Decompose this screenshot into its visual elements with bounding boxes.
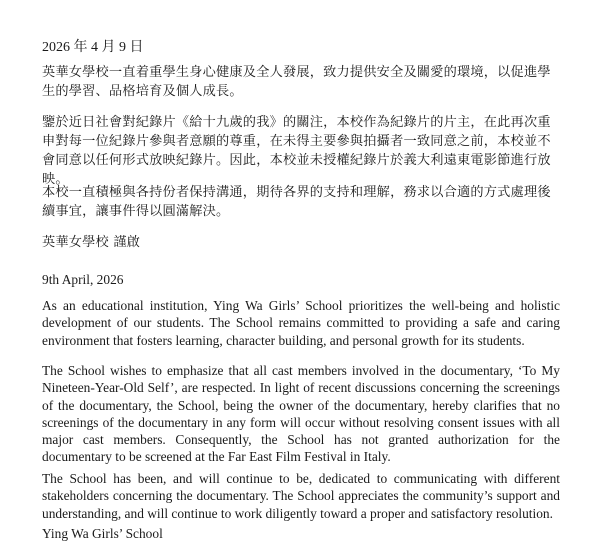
chinese-paragraph-1: 英華女學校一直着重學生身心健康及全人發展，致力提供安全及關愛的環境，以促進學生的學習、品格培育及個人成長。 [42, 65, 551, 99]
english-date: 9th April, 2026 [42, 272, 124, 287]
english-signature: Ying Wa Girls’ School [42, 526, 163, 541]
chinese-paragraph-2: 鑒於近日社會對紀錄片《給十九歲的我》的關注，本校作為紀錄片的片主，在此再次重申對每一位紀錄片參與者意願的尊重，在未得主要參與拍攝者一致同意之前，本校並不會同意以任何形式放映紀錄片。因此，本校並未授權紀錄片於義大利遠東電影節進行放映。 [42, 115, 551, 187]
chinese-date: 2026 年 4 月 9 日 [42, 40, 144, 55]
english-paragraph-3: The School has been, and will continue to be, dedicated to communicating with different stakeholders concerning the documentary. The School appreciates the community’s support and understanding, and will continue to work diligently toward a proper and satisfactory resolution. [42, 471, 560, 521]
english-paragraph-2: The School wishes to emphasize that all cast members involved in the documentary, ‘To My Nineteen-Year-Old Self’, are respected. In light of recent discussions concerning the screenings of the documentary, the School, being the owner of the documentary, hereby clarifies that no screenings of the documentary in any form will occur without resolving consent issues with all major cast members. Consequently, the School has not granted authorization for the documentary to be screened at the Far East Film Festival in Italy. [42, 363, 560, 465]
english-paragraph-1: As an educational institution, Ying Wa Girls’ School prioritizes the well-being and holistic development of our students. The School remains committed to providing a safe and caring environment that fosters learning, character building, and personal growth for its students. [42, 298, 560, 348]
chinese-paragraph-3: 本校一直積極與各持份者保持溝通，期待各界的支持和理解，務求以合適的方式處理後續事宜，讓事件得以圓滿解決。 [42, 185, 551, 219]
chinese-signature: 英華女學校 謹啟 [42, 235, 141, 250]
